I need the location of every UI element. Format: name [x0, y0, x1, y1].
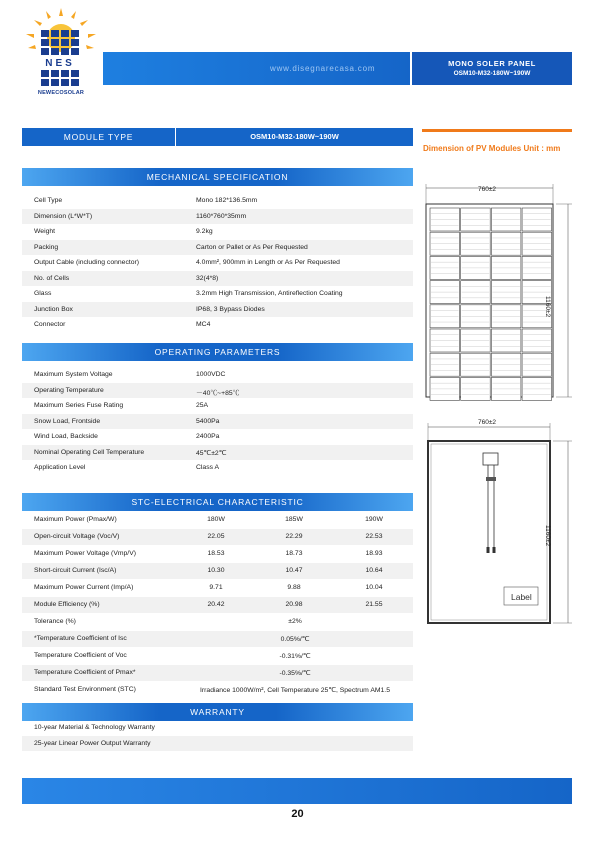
front-width-label: 760±2 — [478, 186, 497, 193]
stc-row — [22, 648, 413, 664]
operating-row — [22, 398, 413, 414]
stc-row-col-2: 9.88 — [287, 584, 301, 591]
warranty-row — [22, 720, 413, 736]
operating-row-key: Nominal Operating Cell Temperature — [34, 448, 145, 456]
stc-row-col-3: 21.55 — [365, 601, 383, 608]
mechanical-row-value: MC4 — [196, 321, 211, 328]
stc-row-key: Tolerance (%) — [34, 618, 76, 625]
mechanical-row — [22, 240, 413, 256]
mechanical-row — [22, 317, 413, 333]
mechanical-row — [22, 286, 413, 302]
stc-row-merged: Irradiance 1000W/m², Cell Temperature 25℃, Spectrum AM1.5 — [200, 687, 390, 694]
stc-row-merged: -0.35%/℃ — [279, 670, 311, 677]
mechanical-row-key: Glass — [34, 290, 52, 297]
back-width-label: 760±2 — [478, 419, 497, 426]
stc-row — [22, 563, 413, 579]
stc-row-col-1: 18.53 — [207, 550, 225, 557]
mechanical-row-key: Junction Box — [34, 305, 73, 313]
stc-row — [22, 597, 413, 613]
stc-row-col-3: 10.04 — [365, 584, 383, 591]
mechanical-row-value: Carton or Pallet or As Per Requested — [196, 243, 308, 251]
mechanical-row — [22, 193, 413, 209]
mechanical-row-key: Dimension (L*W*T) — [34, 212, 93, 220]
stc-row-col-1: 20.42 — [207, 601, 225, 608]
stc-row — [22, 682, 413, 698]
section-stc: STC-ELECTRICAL CHARACTERISTIC — [22, 493, 413, 511]
stc-row-col-1: 22.05 — [207, 533, 225, 540]
stc-row-col-2: 10.47 — [285, 567, 303, 574]
stc-row-key: Module Efficiency (%) — [34, 601, 100, 608]
front-height-label: 1160±2 — [544, 296, 551, 318]
mechanical-row-value: Mono 182*136.5mm — [196, 197, 258, 204]
front-view-drawing — [418, 180, 578, 405]
stc-row-col-2: 18.73 — [285, 550, 303, 557]
stc-row-key: Maximum Power (Pmax/W) — [34, 516, 117, 523]
stc-row — [22, 631, 413, 647]
stc-row-merged: ±2% — [288, 618, 302, 625]
operating-row — [22, 429, 413, 445]
connector-left-icon — [487, 547, 490, 553]
stc-row-col-3: 190W — [365, 516, 383, 523]
stc-row-key: Standard Test Environment (STC) — [34, 686, 136, 693]
company-logo — [22, 8, 100, 94]
operating-row — [22, 383, 413, 399]
section-mechanical: MECHANICAL SPECIFICATION — [22, 168, 413, 186]
stc-row-merged: 0.05%/℃ — [280, 636, 310, 643]
header-website: www.disegnarecasa.com — [270, 64, 376, 73]
mechanical-row — [22, 209, 413, 225]
stc-row — [22, 614, 413, 630]
stc-row — [22, 665, 413, 681]
operating-row — [22, 460, 413, 476]
operating-row-value: 45℃±2℃ — [196, 449, 227, 457]
stc-row-merged: -0.31%/℃ — [279, 653, 311, 660]
operating-row-value: 5400Pa — [196, 417, 220, 425]
warranty-row — [22, 736, 413, 752]
mechanical-row — [22, 224, 413, 240]
back-height-label: 1160±2 — [544, 525, 551, 547]
operating-row — [22, 445, 413, 461]
operating-row-value: 25A — [196, 402, 209, 409]
orange-divider — [422, 129, 572, 132]
header-model: OSM10-M32-180W~190W — [453, 70, 531, 77]
operating-row — [22, 367, 413, 383]
mechanical-row — [22, 255, 413, 271]
page-number: 20 — [291, 808, 304, 820]
mechanical-row-value: 9.2kg — [196, 228, 213, 235]
sun-icon — [47, 24, 75, 52]
stc-row-col-2: 22.29 — [285, 533, 303, 540]
dimension-title: Dimension of PV Modules Unit : mm — [423, 144, 561, 153]
stc-row-key: Open-circuit Voltage (Voc/V) — [34, 533, 120, 540]
stc-row-key: Temperature Coefficient of Voc — [34, 652, 127, 659]
stc-row — [22, 546, 413, 562]
operating-row-value: 2400Pa — [196, 433, 220, 440]
stc-row-key: Maximum Power Voltage (Vmp/V) — [34, 550, 136, 557]
stc-row-col-2: 20.98 — [285, 601, 303, 608]
operating-row-value: 1000VDC — [196, 371, 226, 378]
stc-row-col-3: 10.64 — [365, 567, 383, 574]
header-title: MONO SOLER PANEL — [448, 59, 536, 68]
footer-bar — [22, 778, 572, 804]
mechanical-row-key: Packing — [34, 243, 59, 251]
operating-row-value: －40℃~+85℃ — [196, 389, 240, 397]
stc-row-key: Temperature Coefficient of Pmax* — [34, 669, 136, 676]
mechanical-row-key: No. of Cells — [34, 274, 70, 282]
stc-row-key: *Temperature Coefficient of Isc — [34, 635, 127, 642]
mechanical-row-key: Cell Type — [34, 197, 63, 204]
operating-row — [22, 414, 413, 430]
warranty-row-key: 10-year Material & Technology Warranty — [34, 724, 155, 731]
mechanical-row-key: Output Cable (including connector) — [34, 259, 140, 266]
mechanical-row-value: 1160*760*35mm — [196, 212, 247, 220]
module-type-label: MODULE TYPE — [22, 128, 175, 146]
operating-row-key: Application Level — [34, 464, 86, 471]
mechanical-row-value: 3.2mm High Transmission, Antireflection Coating — [196, 290, 343, 297]
stc-row-col-1: 180W — [207, 516, 225, 523]
operating-row-key: Operating Temperature — [34, 386, 104, 394]
section-operating: OPERATING PARAMETERS — [22, 343, 413, 361]
stc-row — [22, 512, 413, 528]
back-view-drawing — [418, 415, 578, 630]
connector-right-icon — [493, 547, 496, 553]
mechanical-row — [22, 271, 413, 287]
section-warranty: WARRANTY — [22, 703, 413, 721]
stc-row — [22, 529, 413, 545]
operating-row-value: Class A — [196, 464, 220, 471]
operating-row-key: Maximum Series Fuse Rating — [34, 402, 124, 409]
mechanical-row-key: Connector — [34, 321, 66, 328]
mechanical-row — [22, 302, 413, 318]
stc-row-col-2: 185W — [285, 516, 303, 523]
mechanical-row-value: 4.0mm², 900mm in Length or As Per Requested — [196, 259, 340, 266]
operating-row-key: Snow Load, Frontside — [34, 417, 101, 425]
stc-row-col-3: 18.93 — [365, 550, 383, 557]
stc-row-col-1: 9.71 — [209, 584, 223, 591]
operating-row-key: Maximum System Voltage — [34, 371, 113, 378]
module-type-value: OSM10-M32-180W~190W — [176, 128, 413, 146]
stc-row-key: Short-circuit Current (Isc/A) — [34, 567, 117, 574]
stc-row-key: Maximum Power Current (Imp/A) — [34, 584, 134, 591]
stc-row-col-1: 10.30 — [207, 567, 225, 574]
logo-letters: NES — [45, 58, 75, 69]
logo-brand: NEWECOSOLAR — [37, 90, 85, 96]
stc-row — [22, 580, 413, 596]
junction-box-icon — [483, 453, 498, 465]
operating-row-key: Wind Load, Backside — [34, 433, 98, 440]
back-label-text: Label — [511, 592, 532, 602]
stc-row-col-3: 22.53 — [365, 533, 383, 540]
warranty-row-key: 25-year Linear Power Output Warranty — [34, 739, 151, 747]
mechanical-row-value: IP68, 3 Bypass Diodes — [196, 305, 265, 313]
header-title-block — [412, 52, 572, 85]
mechanical-row-key: Weight — [34, 228, 56, 235]
mechanical-row-value: 32(4*8) — [196, 274, 219, 282]
